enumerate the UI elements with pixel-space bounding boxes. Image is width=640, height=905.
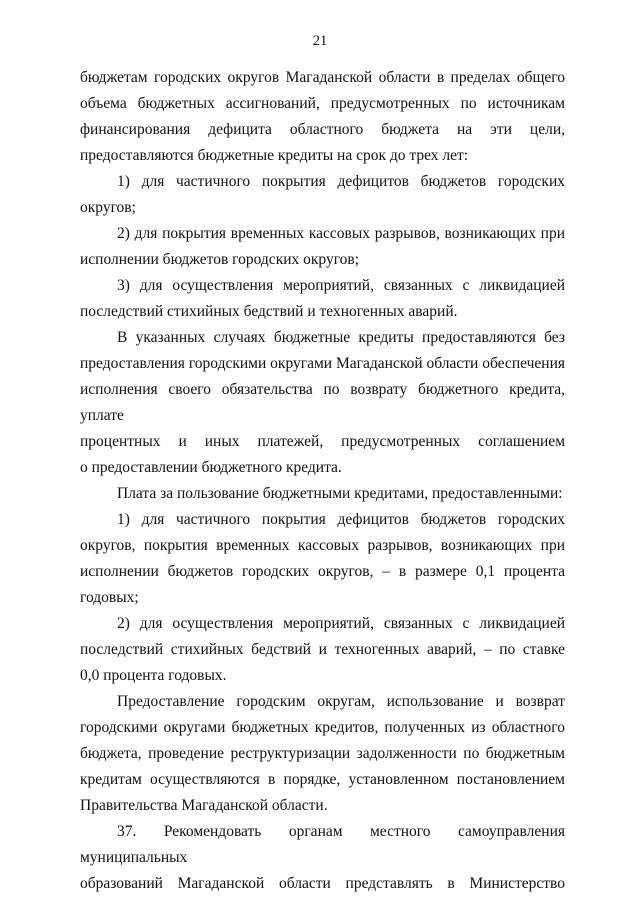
text-line: бюджетам городских округов Магаданской области в пределах общего [80,69,565,86]
paragraph-item-1 [80,169,565,221]
page-number: 21 [312,33,328,49]
text-line: 1) для частичного покрытия дефицитов бюджетов городских округов; [80,173,565,216]
text-line: городскими округами бюджетных кредитов, полученных из областного [80,719,565,736]
text-line: 3) для осуществления мероприятий, связанных с ликвидацией [117,277,565,294]
paragraph-budget-credits-intro [80,65,565,169]
text-line: процентных и иных платежей, предусмотренных соглашением [80,433,565,450]
text-line: исполнении бюджетов городских округов, – в размере 0,1 процента [80,563,565,580]
text-line: 2) для осуществления мероприятий, связанных с ликвидацией [117,615,565,632]
text-line: кредитам осуществляются в порядке, установленном постановлением [80,771,565,788]
paragraph-no-collateral [80,325,565,481]
paragraph-fee-item-1 [80,507,565,611]
paragraph-item-37 [80,819,565,897]
text-line: 1) для частичного покрытия дефицитов бюджетов городских [117,511,565,528]
paragraph-item-3 [80,273,565,325]
text-line: предоставляются бюджетные кредиты на срок до трех лет: [80,147,469,164]
text-line: исполнения своего обязательства по возврату бюджетного кредита, уплате [80,381,565,424]
text-line: 2) для покрытия временных кассовых разрывов, возникающих при [117,225,565,242]
paragraph-fee-item-2 [80,611,565,689]
text-line: округов, покрытия временных кассовых разрывов, возникающих при [80,537,565,554]
text-line: 37. Рекомендовать органам местного самоуправления муниципальных [80,823,565,866]
text-line: Плата за пользование бюджетными кредитами, предоставленными: [117,485,563,502]
text-line: 0,0 процента годовых. [80,667,227,684]
text-line: последствий стихийных бедствий и техногенных аварий. [80,303,458,320]
text-line: Предоставление городским округам, использование и возврат [117,693,565,710]
text-line: бюджета, проведение реструктуризации задолженности по бюджетным [80,745,565,762]
text-line: о предоставлении бюджетного кредита. [80,459,342,476]
paragraph-procedure [80,689,565,819]
text-line: годовых; [80,589,139,606]
text-line: финансирования дефицита областного бюджета на эти цели, [80,121,565,138]
text-line: В указанных случаях бюджетные кредиты предоставляются без [117,329,565,346]
text-line: образований Магаданской области представлять в Министерство [80,875,565,892]
paragraph-item-2 [80,221,565,273]
document-body [80,65,565,897]
text-line: объема бюджетных ассигнований, предусмотренных по источникам [80,95,565,112]
text-line: последствий стихийных бедствий и техногенных аварий, – по ставке [80,641,565,658]
text-line: предоставления городскими округами Магаданской области обеспечения [80,355,565,372]
text-line: Правительства Магаданской области. [80,797,328,814]
text-line: исполнении бюджетов городских округов; [80,251,360,268]
paragraph-fee-heading [80,481,565,507]
